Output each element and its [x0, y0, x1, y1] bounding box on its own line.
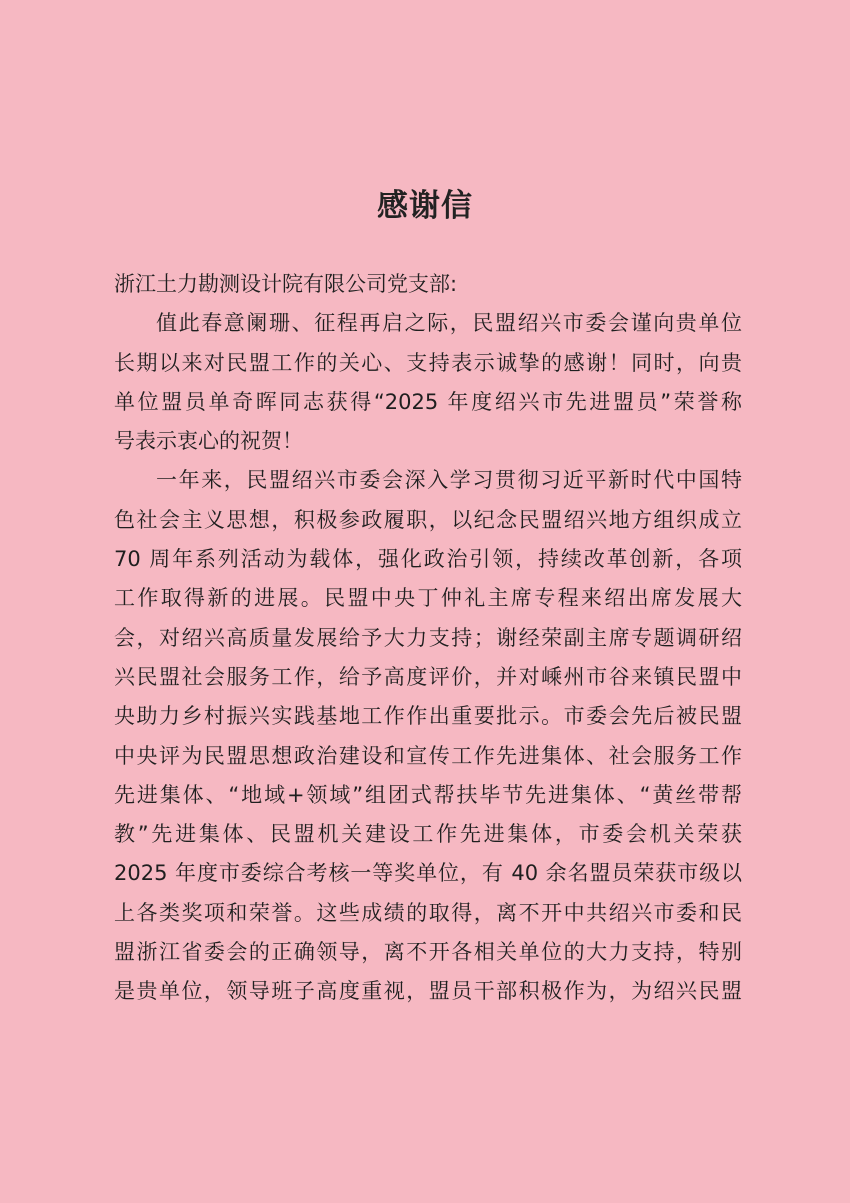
- paragraph-line: 中央评为民盟思想政治建设和宣传工作先进集体、社会服务工作: [114, 743, 742, 768]
- paragraph-line: 教”先进集体、民盟机关建设工作先进集体，市委会机关荣获: [114, 822, 742, 847]
- paragraph-line: 色社会主义思想，积极参政履职，以纪念民盟绍兴地方组织成立: [114, 507, 742, 532]
- paragraph-line: 盟浙江省委会的正确领导，离不开各相关单位的大力支持，特别: [114, 940, 742, 965]
- paragraph-2: [114, 461, 742, 1011]
- paragraph-line: 是贵单位，领导班子高度重视，盟员干部积极作为，为绍兴民盟: [114, 979, 742, 1004]
- paragraph-line: 一年来，民盟绍兴市委会深入学习贯彻习近平新时代中国特: [156, 468, 742, 493]
- paragraph-line: 央助力乡村振兴实践基地工作作出重要批示。市委会先后被民盟: [114, 704, 742, 729]
- paragraph-line: 值此春意阑珊、征程再启之际，民盟绍兴市委会谨向贵单位: [156, 311, 742, 336]
- paragraph-line: 先进集体、“地域+领域”组团式帮扶毕节先进集体、“黄丝带帮: [114, 782, 742, 807]
- letter-title: 感谢信: [377, 188, 473, 224]
- letter-body: [114, 265, 742, 1012]
- paragraph-line: 工作取得新的进展。民盟中央丁仲礼主席专程来绍出席发展大: [114, 586, 742, 611]
- paragraph-line: 兴民盟社会服务工作，给予高度评价，并对嵊州市谷来镇民盟中: [114, 664, 742, 689]
- salutation: 浙江土力勘测设计院有限公司党支部:: [114, 272, 458, 296]
- paragraph-line: 会，对绍兴高质量发展给予大力支持；谢经荣副主席专题调研绍: [114, 625, 742, 650]
- paragraph-line: 长期以来对民盟工作的关心、支持表示诚挚的感谢！同时，向贵: [114, 350, 742, 375]
- paragraph-1: [114, 304, 742, 461]
- paragraph-line: 号表示衷心的祝贺！: [114, 429, 303, 454]
- paragraph-line: 2025 年度市委综合考核一等奖单位，有 40 余名盟员荣获市级以: [114, 861, 742, 886]
- paragraph-line: 70 周年系列活动为载体，强化政治引领，持续改革创新，各项: [114, 547, 742, 572]
- paragraph-line: 单位盟员单奇晖同志获得“2025 年度绍兴市先进盟员”荣誉称: [114, 389, 742, 414]
- paragraph-line: 上各类奖项和荣誉。这些成绩的取得，离不开中共绍兴市委和民: [114, 900, 742, 925]
